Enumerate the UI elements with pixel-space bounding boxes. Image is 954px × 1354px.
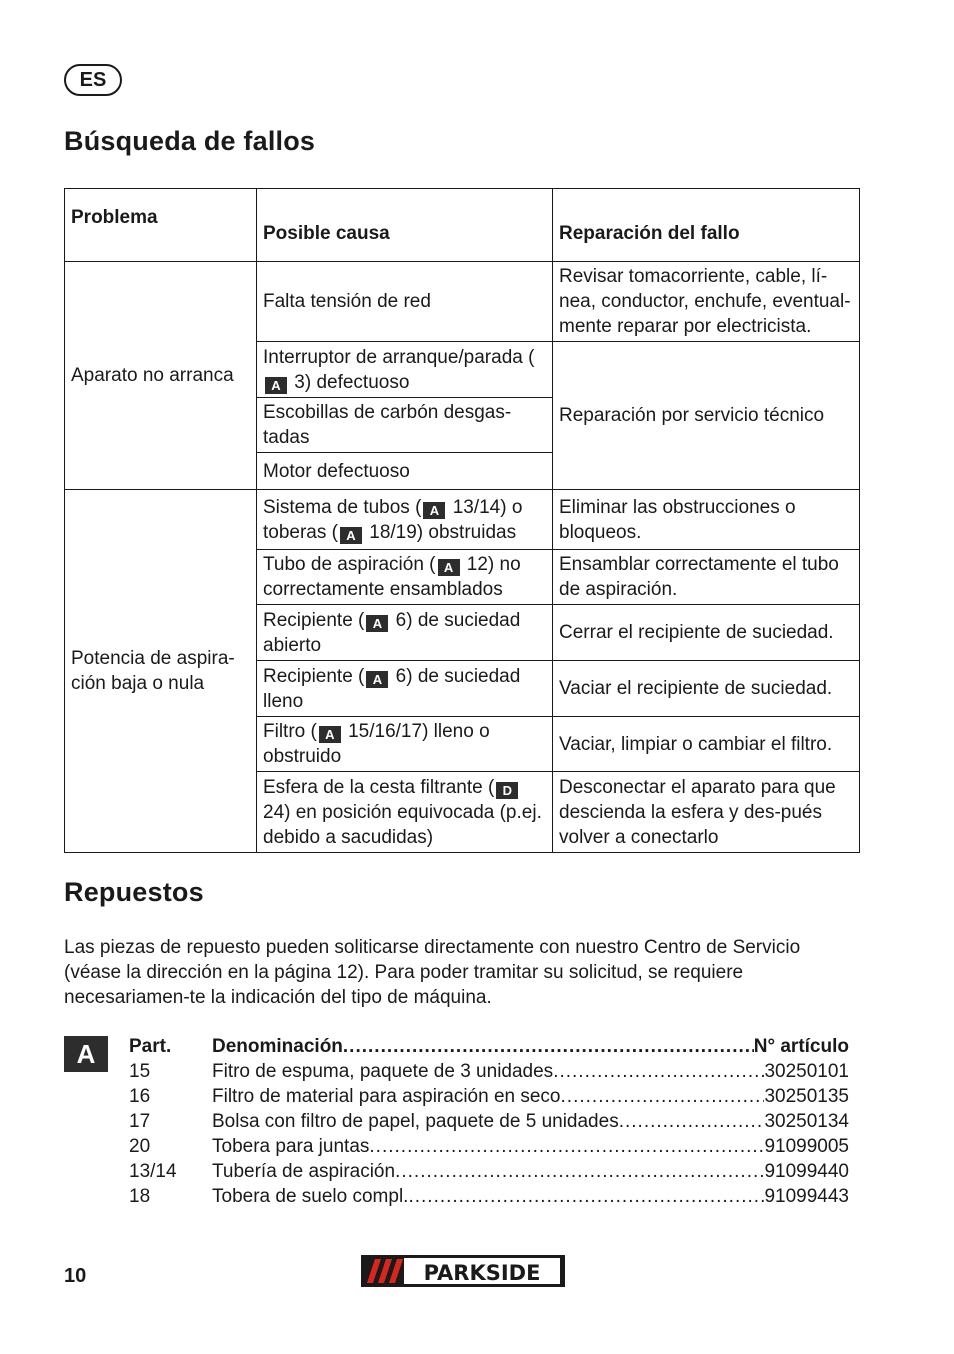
table-header-row — [65, 189, 860, 262]
figure-ref-badge: A — [340, 527, 362, 544]
remedy-cell: Ensamblar correctamente el tubo de aspiración. — [553, 550, 860, 605]
figure-ref-badge: A — [319, 726, 341, 743]
leader-dots — [553, 1059, 764, 1084]
part-number: 15 — [129, 1061, 151, 1082]
figure-ref-badge: A — [438, 559, 460, 576]
leader-dots — [619, 1109, 765, 1134]
figure-ref-badge: A — [366, 615, 388, 632]
language-badge: ES — [64, 64, 122, 96]
leader-dots — [408, 1184, 764, 1209]
remedy-cell: Cerrar el recipiente de suciedad. — [553, 605, 860, 661]
cause-cell: Escobillas de carbón desgas-tadas — [257, 398, 553, 453]
part-name: Bolsa con filtro de papel, paquete de 5 unidades — [212, 1111, 619, 1132]
parts-list-header — [129, 1034, 849, 1059]
parts-list — [129, 1034, 849, 1209]
figure-ref-badge: A — [423, 502, 445, 519]
table-row — [65, 490, 860, 550]
part-name: Fitro de espuma, paquete de 3 unidades — [212, 1061, 554, 1082]
remedy-cell: Vaciar el recipiente de suciedad. — [553, 661, 860, 717]
remedy-cell: Eliminar las obstrucciones o bloqueos. — [553, 490, 860, 550]
figure-ref-badge: A — [366, 671, 388, 688]
leader-dots — [369, 1134, 764, 1159]
table-row — [65, 262, 860, 342]
list-item — [129, 1184, 849, 1209]
remedy-cell: Desconectar el aparato para que descienda la esfera y des-pués volver a conectarlo — [553, 772, 860, 853]
name-column-header: Denominación — [212, 1036, 343, 1057]
troubleshooting-title: Búsqueda de fallos — [64, 126, 316, 156]
article-number: 91099443 — [764, 1186, 849, 1207]
leader-dots — [395, 1159, 764, 1184]
column-header-problem: Problema — [65, 189, 257, 262]
remedy-cell: Revisar tomacorriente, cable, lí-nea, conductor, enchufe, eventual-mente reparar por electricista. — [553, 262, 860, 342]
cause-cell: Recipiente ( A 6) de suciedad lleno — [257, 661, 553, 717]
part-name: Tubería de aspiración — [212, 1161, 396, 1182]
cause-cell: Motor defectuoso — [257, 453, 553, 490]
part-number: 17 — [129, 1111, 151, 1132]
part-name: Tobera de suelo compl. — [212, 1186, 409, 1207]
list-item — [129, 1084, 849, 1109]
problem-cell: Potencia de aspira-ción baja o nula — [65, 490, 257, 853]
cause-cell: Esfera de la cesta filtrante ( D 24) en posición equivocada (p.ej. debido a sacudidas) — [257, 772, 553, 853]
troubleshooting-table — [64, 188, 860, 853]
part-number: 18 — [129, 1186, 151, 1207]
figure-ref-badge: A — [265, 377, 287, 394]
page-number: 10 — [64, 1265, 87, 1287]
column-header-remedy: Reparación del fallo — [553, 189, 860, 262]
figure-ref-badge: D — [496, 782, 518, 799]
list-item — [129, 1109, 849, 1134]
part-number: 13/14 — [129, 1161, 177, 1182]
spare-parts-title: Repuestos — [64, 877, 204, 907]
list-item — [129, 1059, 849, 1084]
part-number: 20 — [129, 1136, 151, 1157]
article-number: 30250101 — [764, 1061, 849, 1082]
column-header-cause: Posible causa — [257, 189, 553, 262]
list-item — [129, 1159, 849, 1184]
part-name: Filtro de material para aspiración en seco — [212, 1086, 561, 1107]
cause-cell: Tubo de aspiración ( A 12) no correctamente ensamblados — [257, 550, 553, 605]
leader-dots — [343, 1034, 754, 1059]
cause-cell: Interruptor de arranque/parada (A 3) defectuoso — [257, 342, 553, 398]
list-item — [129, 1134, 849, 1159]
part-name: Tobera para juntas — [212, 1136, 370, 1157]
remedy-cell: Reparación por servicio técnico — [553, 342, 860, 490]
cause-cell: Sistema de tubos ( A 13/14) o toberas ( A 18/19) obstruidas — [257, 490, 553, 550]
problem-cell: Aparato no arranca — [65, 262, 257, 490]
spare-parts-intro: Las piezas de repuesto pueden soliticarse directamente con nuestro Centro de Servicio (véase la dirección en la página 12). Para poder tramitar su solicitud, se requiere necesariamen-te la indicación del tipo de máquina. — [64, 937, 801, 1008]
logo-wordmark: PARKSIDE — [423, 1261, 541, 1285]
remedy-cell: Vaciar, limpiar o cambiar el filtro. — [553, 717, 860, 772]
article-number: 91099005 — [764, 1136, 849, 1157]
article-column-header: N° artículo — [753, 1036, 849, 1057]
leader-dots — [561, 1084, 765, 1109]
article-number: 30250134 — [764, 1111, 849, 1132]
cause-cell: Filtro ( A 15/16/17) lleno o obstruido — [257, 717, 553, 772]
parkside-logo — [361, 1255, 565, 1287]
part-number: 16 — [129, 1086, 151, 1107]
figure-ref-badge: A — [64, 1036, 108, 1072]
article-number: 30250135 — [764, 1086, 849, 1107]
article-number: 91099440 — [764, 1161, 849, 1182]
cause-cell: Falta tensión de red — [257, 262, 553, 342]
part-column-header: Part. — [129, 1036, 172, 1057]
cause-cell: Recipiente ( A 6) de suciedad abierto — [257, 605, 553, 661]
